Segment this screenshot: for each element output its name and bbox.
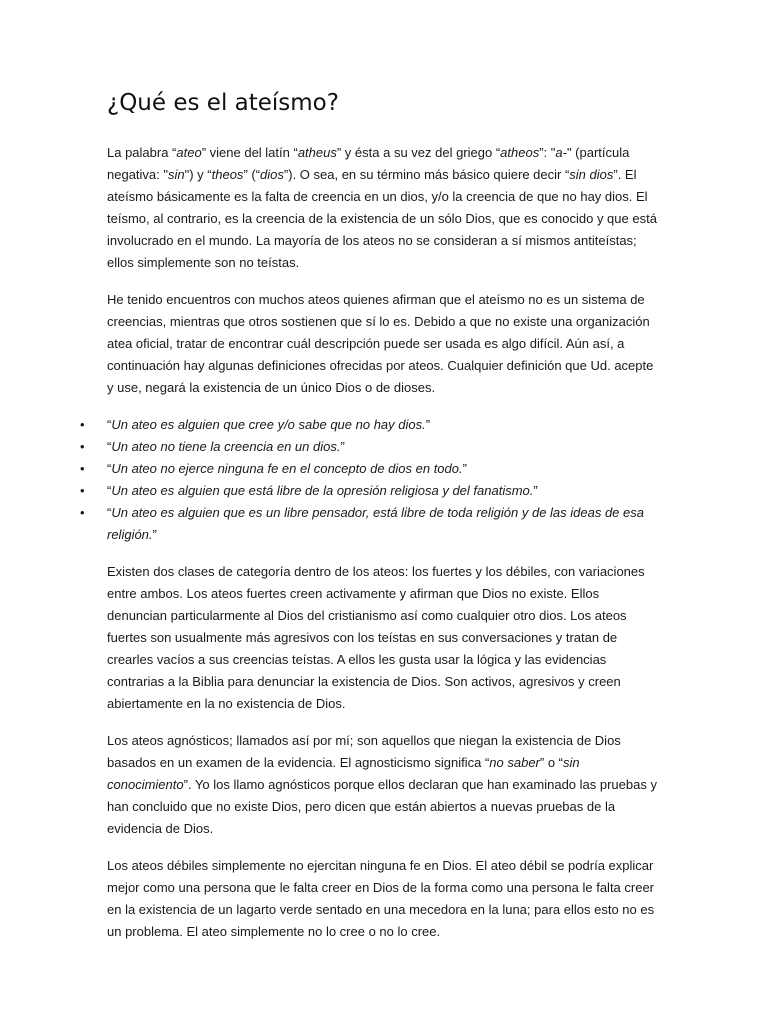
bullet-glyph: • (80, 417, 85, 432)
list-item (80, 480, 662, 502)
list-item (80, 458, 662, 480)
document-page (80, 88, 662, 958)
list-item-text: Un ateo es alguien que cree y/o sabe que no hay dios. (111, 417, 426, 432)
emphasis-sin-dios: sin dios (569, 167, 614, 182)
emphasis-sin-conocimiento: sin conocimiento (107, 755, 580, 792)
list-item (80, 436, 662, 458)
open-quote: “ (107, 461, 112, 476)
text-run: ” y ésta a su vez del griego “ (336, 145, 501, 160)
open-quote: “ (107, 417, 112, 432)
paragraph-agnostic-atheists (107, 730, 662, 840)
close-quote: ” (462, 461, 467, 476)
emphasis-atheus: atheus (297, 145, 337, 160)
bullet-glyph: • (80, 483, 85, 498)
emphasis-dios: dios (260, 167, 284, 182)
text-run: ”. El ateísmo básicamente es la falta de creencia en un dios, y/o la creencia de que no hay dios. El teísmo, al contrario, es la creencia de la existencia de un sólo Dios, que es conocido y que está involucrado en el mundo. La mayoría de los ateos no se consideran a sí mismos antiteístas; ellos simplemente son no teístas. (107, 167, 657, 270)
text-run: ”. Yo los llamo agnósticos porque ellos declaran que han examinado las pruebas y han concluido que no existe Dios, pero dicen que están abiertos a nuevas pruebas de la evidencia de Dios. (107, 777, 657, 836)
definitions-list (80, 414, 662, 546)
paragraph-intro (107, 142, 662, 274)
emphasis-a: a- (555, 145, 567, 160)
close-quote: ” (340, 439, 345, 454)
text-run: ") y “ (184, 167, 212, 182)
emphasis-ateo: ateo (176, 145, 202, 160)
emphasis-atheos: atheos (500, 145, 540, 160)
close-quote: ” (533, 483, 538, 498)
text-run: Los ateos agnósticos; llamados así por mí; son aquellos que niegan la existencia de Dios basados en un examen de la evidencia. El agnosticismo significa “ (107, 733, 621, 770)
page-title: ¿Qué es el ateísmo? (107, 90, 339, 116)
emphasis-theos: theos (211, 167, 244, 182)
open-quote: “ (107, 483, 112, 498)
list-item-text: Un ateo es alguien que es un libre pensador, está libre de toda religión y de las ideas de esa religión. (107, 505, 644, 542)
list-item (80, 414, 662, 436)
close-quote: ” (152, 527, 157, 542)
paragraph-strong-atheists: Existen dos clases de categoría dentro de los ateos: los fuertes y los débiles, con variaciones entre ambos. Los ateos fuertes creen activamente y afirman que Dios no existe. Ellos denuncian particularmente al Dios del cristianismo así como cualquier otro dios. Los ateos fuertes son usualmente más agresivos con los teístas en sus conversaciones y tratan de crearles vacíos a sus creencias teístas. A ellos les gusta usar la lógica y las evidencias contrarias a la Biblia para denunciar la existencia de Dios. Son activos, agresivos y creen abiertamente en la no existencia de Dios. (107, 564, 645, 711)
text-run: " (partícula negativa: " (107, 145, 630, 182)
paragraph-definitions-intro: He tenido encuentros con muchos ateos quienes afirman que el ateísmo no es un sistema de creencias, mientras que otros sostienen que sí lo es. Debido a que no existe una organización atea oficial, tratar de encontrar cuál descripción puede ser usada es algo difícil. Aún así, a continuación hay algunas definiciones ofrecidas por ateos. Cualquier definición que Ud. acepte y use, negará la existencia de un único Dios o de dioses. (107, 292, 654, 395)
list-item-text: Un ateo es alguien que está libre de la opresión religiosa y del fanatismo. (111, 483, 534, 498)
bullet-glyph: • (80, 461, 85, 476)
list-item-text: Un ateo no tiene la creencia en un dios. (111, 439, 341, 454)
open-quote: “ (107, 439, 112, 454)
text-run: ”). O sea, en su término más básico quiere decir “ (283, 167, 570, 182)
bullet-glyph: • (80, 505, 85, 520)
emphasis-sin: sin (168, 167, 185, 182)
paragraph-weak-atheists: Los ateos débiles simplemente no ejercitan ninguna fe en Dios. El ateo débil se podría explicar mejor como una persona que le falta creer en Dios de la forma como una persona le falta creer en la existencia de un lagarto verde sentado en una mecedora en la luna; para ellos esto no es un problema. El ateo simplemente no lo cree o no lo cree. (107, 858, 655, 939)
close-quote: ” (425, 417, 431, 432)
text-run: La palabra “ (107, 145, 177, 160)
text-run: ” o “ (539, 755, 563, 770)
text-run: ” viene del latín “ (201, 145, 298, 160)
list-item (80, 502, 662, 546)
text-run: ” (“ (243, 167, 261, 182)
text-run: ”: " (539, 145, 556, 160)
emphasis-no-saber: no saber (489, 755, 540, 770)
bullet-glyph: • (80, 439, 85, 454)
list-item-text: Un ateo no ejerce ninguna fe en el concepto de dios en todo. (111, 461, 463, 476)
open-quote: “ (107, 505, 112, 520)
